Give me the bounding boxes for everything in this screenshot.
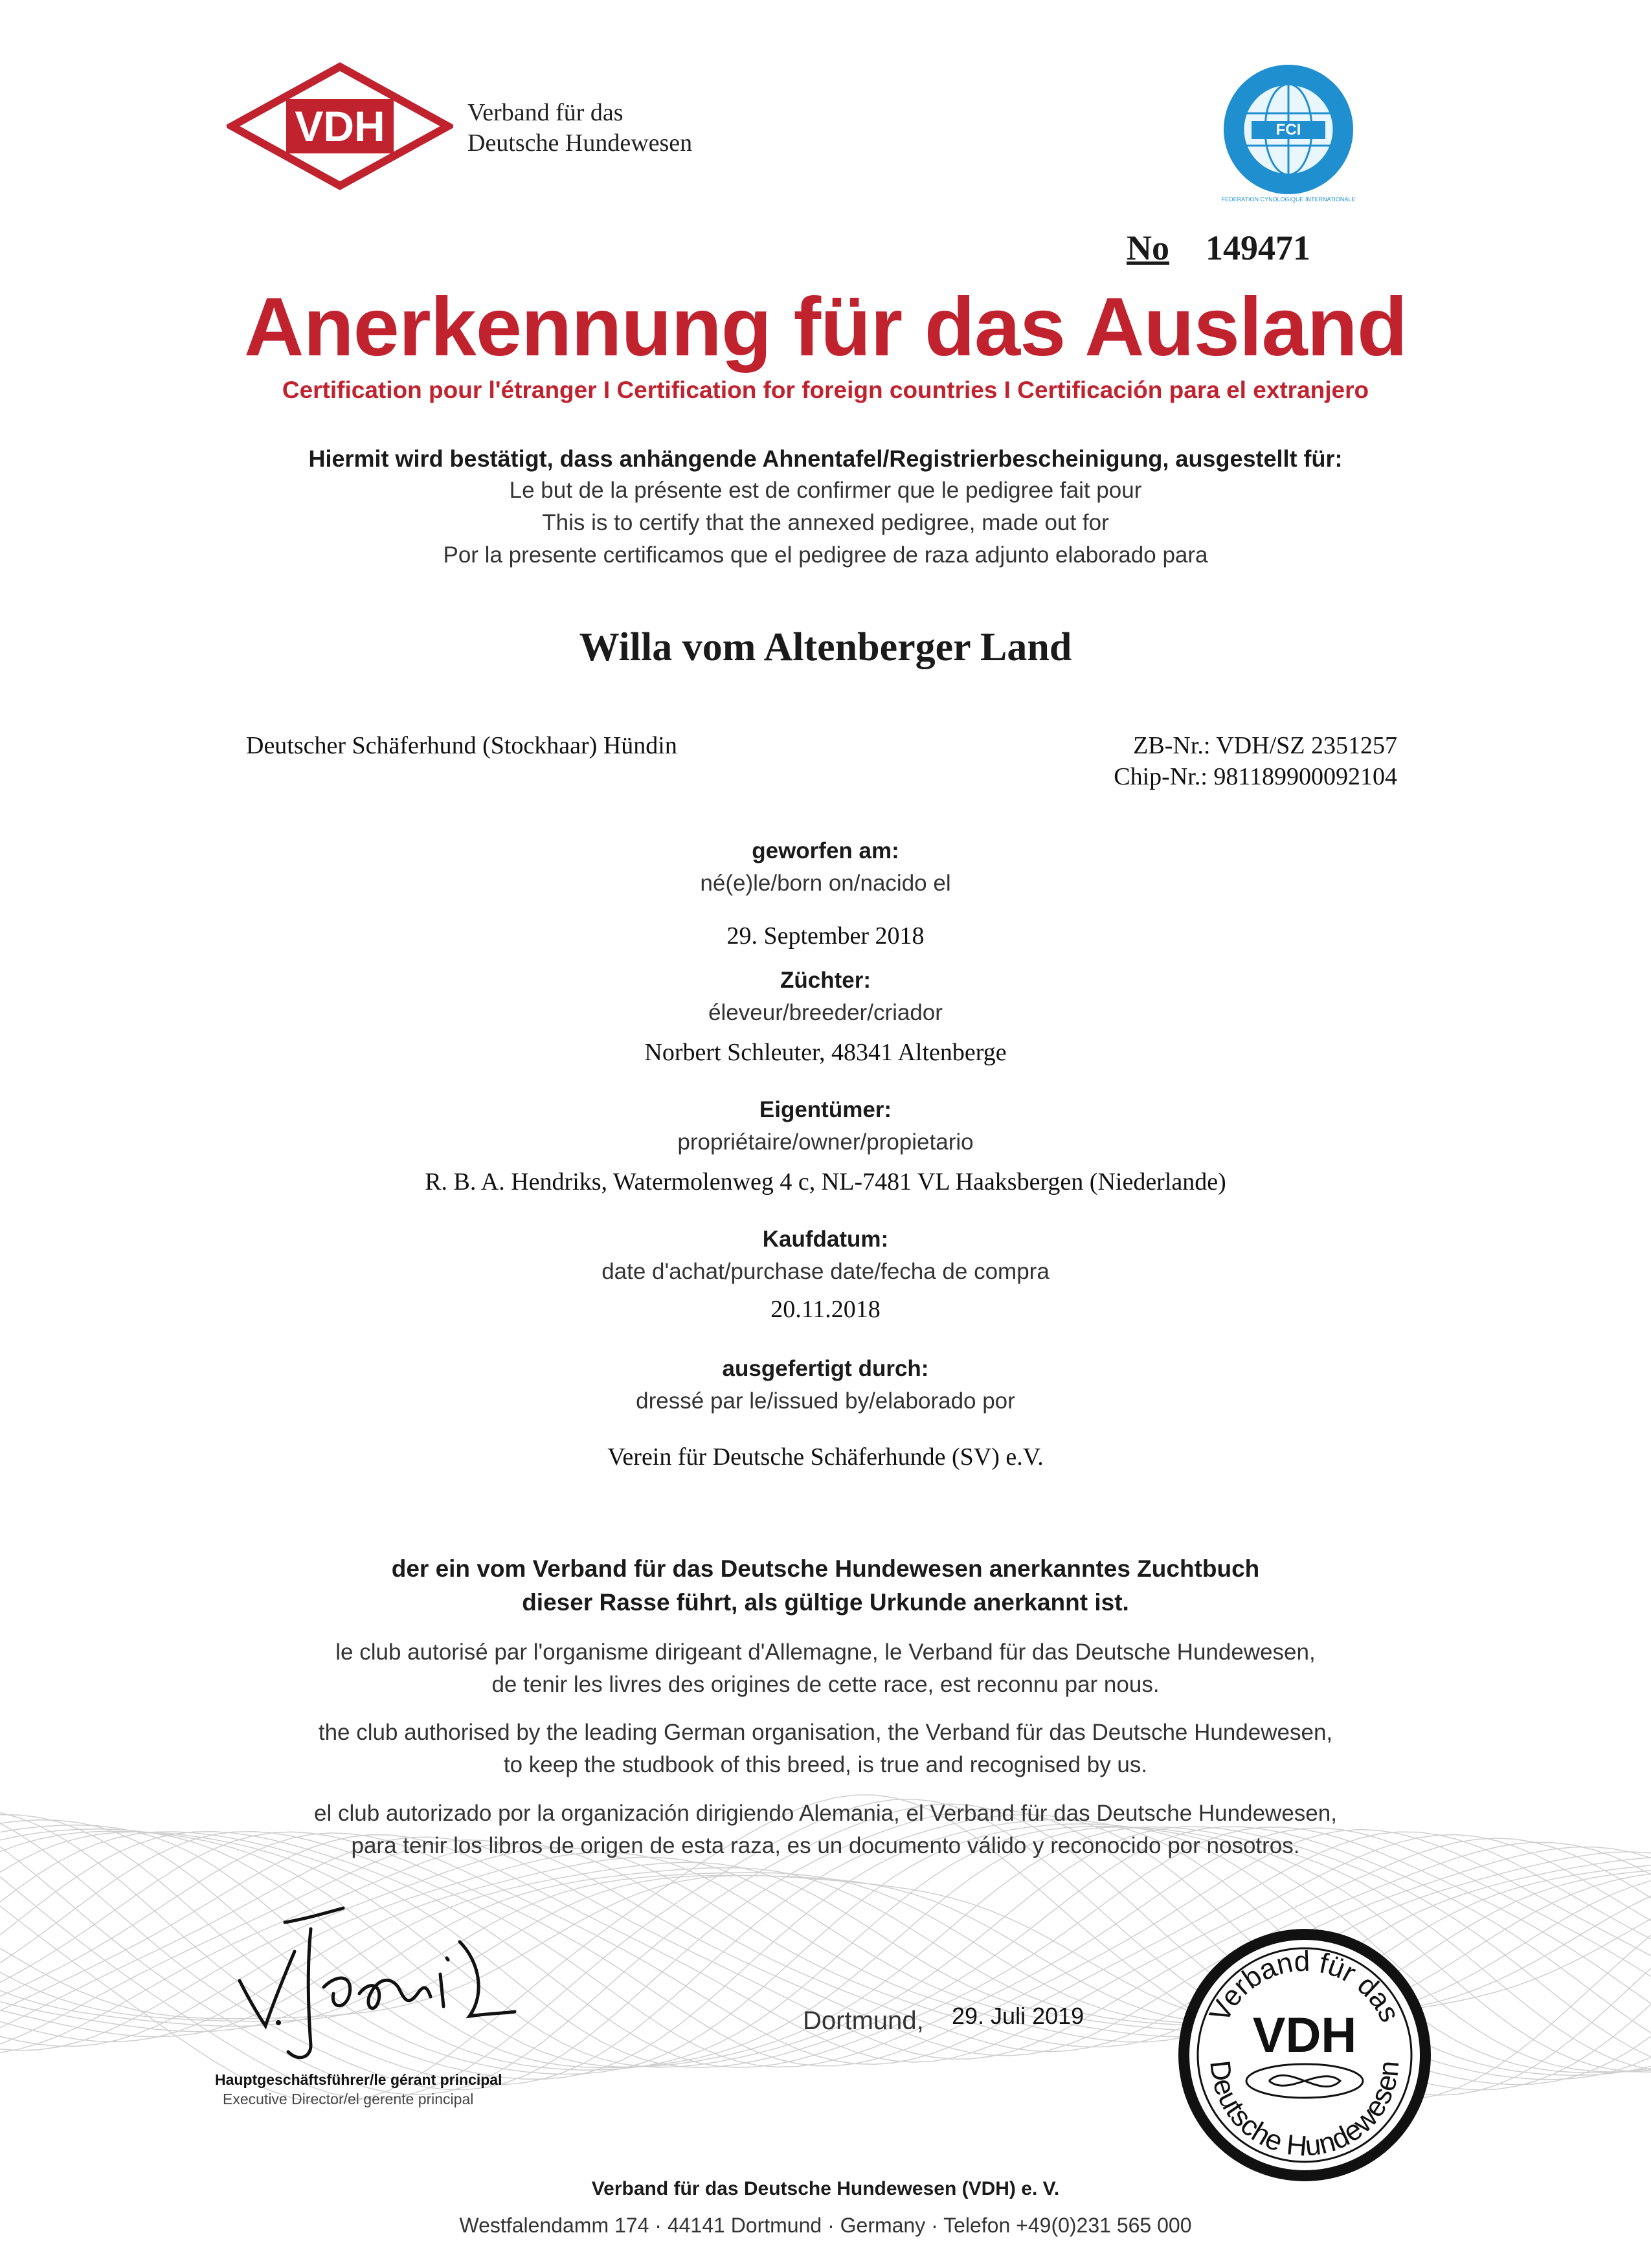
declaration-es-line1: el club autorizado por la organización dirigiendo Alemania, el Verband für das Deutsche Hundewesen,: [314, 1801, 1337, 1826]
owner-value: R. B. A. Hendriks, Watermolenweg 4 c, NL-7481 VL Haaksbergen (Niederlande): [425, 1168, 1226, 1195]
footer-org: Verband für das Deutsche Hundewesen (VDH) e. V.: [591, 2178, 1060, 2199]
declaration-es-line2: para tenir los libros de origen de esta raza, es un documento válido y reconocido por nosotros.: [351, 1833, 1300, 1858]
place: Dortmund,: [803, 2007, 924, 2035]
intro-fr: Le but de la présente est de confirmer que le pedigree fait pour: [509, 478, 1142, 503]
page-title: Anerkennung für das Ausland: [244, 281, 1407, 373]
signature-date: 29. Juli 2019: [952, 2003, 1084, 2029]
zb-number: ZB-Nr.: VDH/SZ 2351257: [1133, 732, 1397, 759]
breeder-translation: éleveur/breeder/criador: [708, 1000, 943, 1025]
vdh-seal: [1172, 1922, 1437, 2188]
certificate-number-label: No: [1127, 228, 1169, 267]
declaration-en-line2: to keep the studbook of this breed, is true and recognised by us.: [503, 1752, 1148, 1777]
breeder-value: Norbert Schleuter, 48341 Altenberge: [644, 1039, 1007, 1066]
issued-value: Verein für Deutsche Schäferhunde (SV) e.V.: [607, 1443, 1044, 1471]
handwritten-signature: [214, 1903, 518, 2065]
certificate-number: 149471: [1206, 228, 1310, 267]
org-name-line2: Deutsche Hundewesen: [467, 129, 693, 157]
breeder-label: Züchter:: [780, 968, 871, 993]
declaration-de-line2: dieser Rasse führt, als gültige Urkunde anerkannt ist.: [522, 1589, 1129, 1616]
seal-bottom-text: Deutsche Hundewesen: [1204, 2058, 1406, 2162]
dog-breed: Deutscher Schäferhund (Stockhaar) Hündin: [246, 732, 677, 759]
signatory-title-translation: Executive Director/el gerente principal: [223, 2091, 474, 2107]
seal-stamp-icon: [1172, 1922, 1437, 2188]
fci-logo-text: FCI: [1275, 121, 1301, 139]
declaration-de-line1: der ein vom Verband für das Deutsche Hundewesen anerkanntes Zuchtbuch: [391, 1555, 1260, 1582]
seal-center-text: VDH: [1252, 2008, 1357, 2063]
born-translation: né(e)le/born on/nacido el: [700, 871, 951, 896]
fci-ring-text: FEDERATION CYNOLOGIQUE INTERNATIONALE: [1221, 196, 1356, 203]
seal-top-text: Verband für das: [1203, 1945, 1406, 2027]
issued-label: ausgefertigt durch:: [722, 1356, 929, 1381]
born-label: geworfen am:: [752, 838, 899, 863]
footer-address: Westfalendamm 174 · 44141 Dortmund · Germany · Telefon +49(0)231 565 000: [459, 2214, 1192, 2237]
org-name-line1: Verband für das: [467, 99, 623, 126]
signatory-title: Hauptgeschäftsführer/le gérant principal: [215, 2071, 502, 2088]
intro-en: This is to certify that the annexed pedigree, made out for: [542, 510, 1109, 535]
dog-name: Willa vom Altenberger Land: [579, 625, 1072, 669]
vdh-logo: [227, 61, 453, 191]
declaration-en-line1: the club authorised by the leading German organisation, the Verband für das Deutsche Hundewesen,: [318, 1720, 1333, 1745]
intro-es: Por la presente certificamos que el pedigree de raza adjunto elaborado para: [443, 542, 1208, 568]
issued-translation: dressé par le/issued by/elaborado por: [636, 1388, 1015, 1414]
declaration-fr-line2: de tenir les livres des origines de cette race, est reconnu par nous.: [491, 1672, 1160, 1697]
owner-translation: propriétaire/owner/propietario: [677, 1129, 974, 1155]
intro-de: Hiermit wird bestätigt, dass anhängende Ahnentafel/Registrierbescheinigung, ausgestellt für:: [308, 445, 1343, 472]
chip-number: Chip-Nr.: 981189900092104: [1114, 763, 1397, 790]
page-subtitle: Certification pour l'étranger I Certification for foreign countries I Certificación para el extranjero: [282, 377, 1369, 403]
vdh-logo-text: VDH: [295, 102, 385, 150]
purchase-translation: date d'achat/purchase date/fecha de compra: [601, 1259, 1050, 1284]
born-value: 29. September 2018: [726, 922, 925, 950]
owner-label: Eigentümer:: [759, 1097, 892, 1122]
purchase-value: 20.11.2018: [770, 1296, 881, 1323]
purchase-label: Kaufdatum:: [762, 1227, 889, 1252]
declaration-fr-line1: le club autorisé par l'organisme dirigeant d'Allemagne, le Verband für das Deutsche Hundewesen,: [335, 1640, 1316, 1665]
fci-logo: [1220, 61, 1356, 203]
